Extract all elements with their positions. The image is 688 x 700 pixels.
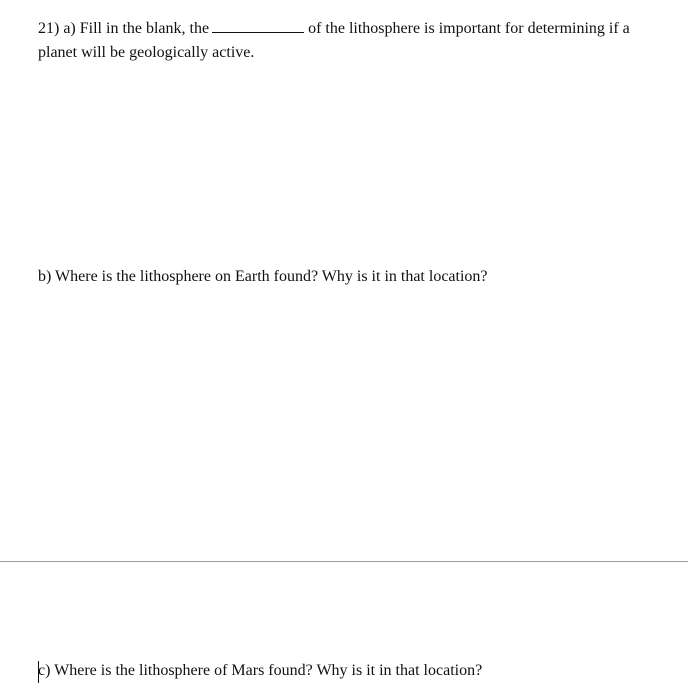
question-21b: b) Where is the lithosphere on Earth found? Why is it in that location? [38, 268, 488, 285]
question-21a-line2: planet will be geologically active. [38, 44, 255, 61]
page-divider [0, 561, 688, 562]
question-21c[interactable]: c) Where is the lithosphere of Mars found? Why is it in that location? [38, 662, 483, 679]
fill-in-blank[interactable] [212, 18, 304, 33]
question-21a-prefix: 21) a) Fill in the blank, the [38, 20, 210, 37]
question-21a-suffix: of the lithosphere is important for determining if a [308, 20, 630, 37]
question-21a-line1 [38, 17, 630, 41]
